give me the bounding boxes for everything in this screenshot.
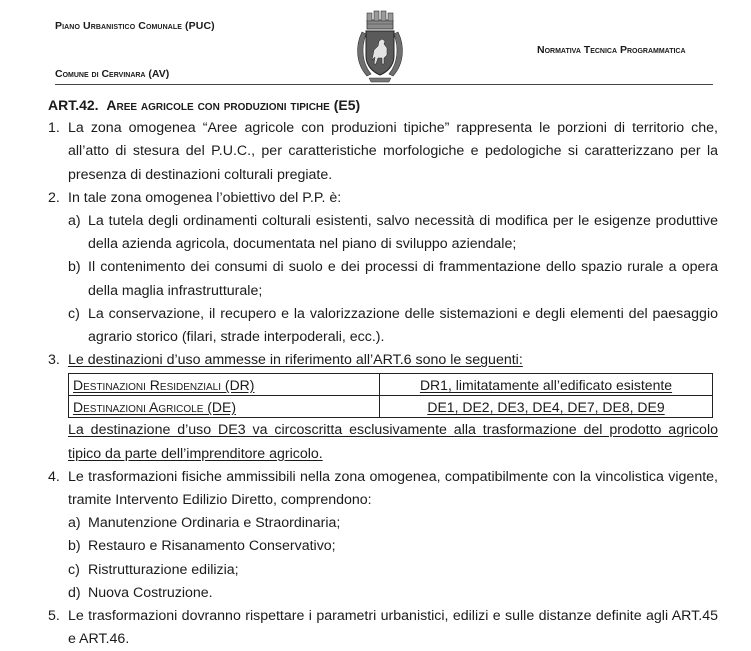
- item-note: La destinazione d’uso DE3 va circoscritta esclusivamente alla trasformazione del prodotto agricolo tipico da parte dell’imprenditore agricolo.: [68, 422, 718, 462]
- table-cell-value: DE1, DE2, DE3, DE4, DE7, DE8, DE9: [380, 396, 713, 418]
- sub-list-item: [48, 559, 718, 582]
- item-number: 3.: [48, 352, 60, 369]
- sub-item-text: Ristrutturazione edilizia;: [88, 561, 239, 578]
- table-row: [69, 374, 713, 396]
- article-heading: [48, 94, 718, 117]
- table-cell-category: Destinazioni Agricole (DE): [69, 396, 380, 418]
- sub-list-item: [48, 582, 718, 605]
- item-number: 1.: [48, 120, 60, 137]
- list-item: [48, 117, 718, 187]
- municipal-coat-of-arms-icon: [353, 8, 407, 84]
- sub-item-label: d): [68, 584, 81, 601]
- sub-list-item: [48, 303, 718, 349]
- item-text: La zona omogenea “Aree agricole con produzioni tipiche” rappresenta le porzioni di territorio che, all’atto di stesura del P.U.C., per caratteristiche morfologiche e pedologiche si caratterizzano per la presenza di destinazioni colturali pregiate.: [68, 120, 718, 183]
- table-cell-category: Destinazioni Residenziali (DR): [69, 374, 380, 396]
- sub-list-item: [48, 512, 718, 535]
- document-type: Normativa Tecnica Programmatica: [537, 44, 686, 56]
- municipality-name: Comune di Cervinara (AV): [55, 68, 170, 80]
- sub-item-text: Manutenzione Ordinaria e Straordinaria;: [88, 515, 341, 532]
- plan-title: Piano Urbanistico Comunale (PUC): [55, 20, 215, 32]
- item-text: Le destinazioni d’uso ammesse in riferimento all’ART.6 sono le seguenti:: [68, 352, 523, 369]
- article-number: ART.42.: [48, 97, 99, 113]
- table-cell-value: DR1, limitatamente all’edificato esistente: [380, 374, 713, 396]
- destinations-table: [68, 373, 713, 418]
- sub-item-label: b): [68, 538, 81, 555]
- sub-item-text: Il contenimento dei consumi di suolo e dei processi di frammentazione dello spazio rurale a opera della maglia infrastrutturale;: [88, 259, 718, 299]
- header-divider: [55, 84, 713, 85]
- sub-item-text: Restauro e Risanamento Conservativo;: [88, 538, 336, 555]
- list-item: [48, 605, 718, 651]
- list-item: [48, 187, 718, 210]
- sub-item-label: c): [68, 305, 80, 322]
- list-item: [48, 349, 718, 372]
- item-number: 2.: [48, 189, 60, 206]
- sub-list-item: [48, 210, 718, 256]
- item-text: In tale zona omogenea l’obiettivo del P.P. è:: [68, 189, 342, 206]
- sub-list-item: [48, 535, 718, 558]
- item-number: 4.: [48, 468, 60, 485]
- article-title: Aree agricole con produzioni tipiche (E5): [106, 97, 361, 113]
- page-header: [0, 0, 751, 90]
- list-item: [48, 466, 718, 512]
- item-text: Le trasformazioni dovranno rispettare i parametri urbanistici, edilizi e sulle distanze definite agli ART.45 e ART.46.: [68, 608, 718, 648]
- sub-item-label: a): [68, 213, 81, 230]
- sub-item-text: La conservazione, il recupero e la valorizzazione delle sistemazioni e degli elementi del paesaggio agrario storico (filari, strade interpoderali, ecc.).: [88, 305, 718, 346]
- item-text: Le trasformazioni fisiche ammissibili nella zona omogenea, compatibilmente con la vincolistica vigente, tramite Intervento Edilizio Diretto, comprendono:: [68, 468, 718, 509]
- sub-item-label: a): [68, 515, 81, 532]
- table-row: [69, 396, 713, 418]
- sub-item-text: Nuova Costruzione.: [88, 584, 213, 601]
- sub-list-item: [48, 256, 718, 302]
- item-number: 5.: [48, 608, 60, 625]
- sub-item-text: La tutela degli ordinamenti colturali esistenti, salvo necessità di modifica per le esigenze produttive della azienda agricola, documentata nel piano di sviluppo aziendale;: [88, 213, 718, 253]
- sub-item-label: c): [68, 561, 80, 578]
- article-body: [48, 94, 718, 651]
- sub-item-label: b): [68, 259, 81, 276]
